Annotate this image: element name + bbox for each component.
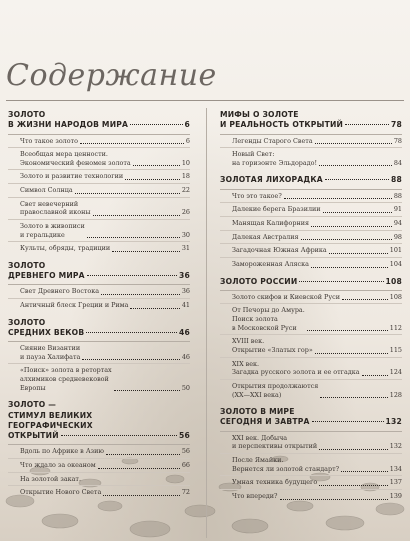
section-heading[interactable] <box>8 318 190 339</box>
dot-leader <box>114 390 180 391</box>
toc-entry-page-number: 124 <box>389 368 402 377</box>
dot-leader <box>130 308 179 309</box>
toc-entry-page-number: 134 <box>389 464 402 473</box>
section-heading-line: ГЕОГРАФИЧЕСКИХ <box>8 420 93 430</box>
toc-entry-page-number: 30 <box>181 230 190 239</box>
toc-entry-title: Что ждало за океаном <box>20 461 96 470</box>
toc-entry-title: Золото и развитие технологии <box>20 172 124 181</box>
section-heading-line: СРЕДНИХ ВЕКОВ <box>8 327 85 337</box>
toc-section <box>220 175 402 270</box>
section-heading[interactable] <box>8 110 190 131</box>
toc-right-column <box>220 106 402 509</box>
dot-leader <box>93 215 180 216</box>
toc-entry-title: Вдоль по Африке в Азию <box>20 447 104 456</box>
toc-entry[interactable] <box>8 473 190 487</box>
dot-leader <box>341 471 388 472</box>
dot-leader <box>133 165 180 166</box>
toc-entry[interactable] <box>8 135 190 149</box>
dot-leader <box>319 449 388 450</box>
toc-left-column <box>8 106 190 505</box>
toc-entry-title: Золото в живописи и геральдике <box>20 221 85 239</box>
section-heading-line: СЕГОДНЯ И ЗАВТРА <box>220 417 310 427</box>
toc-entry-title: Что такое золото <box>20 136 78 145</box>
section-heading-line: И РЕАЛЬНОСТЬ ОТКРЫТИЙ <box>220 120 344 130</box>
toc-entry-page-number: 10 <box>181 158 190 167</box>
toc-entry-page-number: 31 <box>181 244 190 253</box>
toc-section <box>220 110 402 169</box>
page-title: Содержание <box>6 58 217 93</box>
toc-entry-page-number: 56 <box>181 447 190 456</box>
toc-entry[interactable] <box>220 490 402 503</box>
toc-section <box>8 318 190 395</box>
toc-entry-title: Культы, обряды, традиции <box>20 244 111 253</box>
toc-entry[interactable] <box>220 148 402 169</box>
toc-entry-title: Свет Древнего Востока <box>20 287 100 296</box>
dot-leader <box>320 397 388 398</box>
dot-leader <box>311 267 388 268</box>
toc-entry[interactable] <box>220 231 402 245</box>
toc-entry[interactable] <box>8 170 190 184</box>
section-heading-line: ДРЕВНЕГО МИРА <box>8 271 85 281</box>
toc-entry-page-number: 6 <box>185 136 190 145</box>
toc-entry-page-number: 128 <box>389 390 402 399</box>
section-heading-line: СТИМУЛ ВЕЛИКИХ <box>8 410 93 420</box>
dot-leader <box>125 179 180 180</box>
toc-entry-title: Золото скифов и Киевской Руси <box>232 292 340 301</box>
dot-leader <box>329 253 388 254</box>
toc-entry[interactable] <box>220 190 402 204</box>
toc-entry-page-number: 46 <box>181 352 190 361</box>
dot-leader <box>87 237 180 238</box>
toc-entry[interactable] <box>220 203 402 217</box>
toc-entry[interactable] <box>8 198 190 220</box>
dot-leader <box>130 124 182 125</box>
dot-leader <box>112 251 180 252</box>
toc-entry-title: Свет невечерний православной иконы <box>20 199 91 217</box>
dot-leader <box>311 226 392 227</box>
toc-entry-title: Сияние Византии и пауза Халифата <box>20 344 81 361</box>
toc-entry-page-number: 22 <box>181 186 190 195</box>
toc-entry[interactable] <box>8 342 190 364</box>
toc-entry-page-number: 139 <box>389 491 402 500</box>
toc-entry[interactable] <box>220 304 402 335</box>
toc-entry[interactable] <box>8 299 190 312</box>
toc-entry-title: Умная техника будущего <box>232 478 318 487</box>
dot-leader <box>323 212 392 213</box>
dot-leader <box>345 124 389 125</box>
section-heading-line: ОТКРЫТИЙ <box>8 431 59 441</box>
dot-leader <box>98 468 180 469</box>
section-heading[interactable] <box>8 261 190 282</box>
toc-entry-title: На золотой закат. <box>20 474 81 483</box>
section-heading[interactable] <box>220 277 402 287</box>
toc-entry-title: «Поиск» золота в ретортах алхимиков средневековой Европы <box>20 366 112 392</box>
toc-entry-page-number: 101 <box>389 246 402 255</box>
section-heading-line: ЗОЛОТО РОССИИ <box>220 276 298 286</box>
toc-entry-title: Открытия продолжаются (XX—XXI века) <box>232 381 319 399</box>
toc-entry-title: Новый Свет: на горизонте Эльдорадо! <box>232 150 318 167</box>
section-page-number: 6 <box>184 120 190 130</box>
toc-entry[interactable] <box>220 217 402 231</box>
section-heading-line: ЗОЛОТО — <box>8 400 57 410</box>
section-page-number: 108 <box>385 276 402 286</box>
toc-entry-page-number: 26 <box>181 208 190 217</box>
toc-entry[interactable] <box>8 184 190 198</box>
toc-entry[interactable] <box>8 220 190 242</box>
toc-entry-title: Далекие берега Бразилии <box>232 205 321 214</box>
toc-entry-title: Символ Солнца <box>20 186 73 195</box>
section-heading[interactable] <box>220 110 402 131</box>
toc-entry-page-number: 84 <box>393 158 402 167</box>
toc-entry-title: От Печоры до Амура. Поиск золота в Московской Руси <box>232 306 305 332</box>
toc-entry-title: Что это такое? <box>232 191 282 200</box>
toc-section <box>8 110 190 255</box>
toc-section <box>220 407 402 502</box>
toc-section <box>8 261 190 312</box>
toc-entry-title: XVIII век. Открытие «Златых гор» <box>232 337 313 354</box>
dot-leader <box>61 435 177 436</box>
dot-leader <box>312 421 384 422</box>
toc-entry-page-number: 88 <box>393 191 402 200</box>
toc-section <box>220 277 402 402</box>
dot-leader <box>103 495 180 496</box>
section-page-number: 132 <box>385 417 402 427</box>
toc-entry[interactable] <box>220 291 402 305</box>
section-heading-line: ЗОЛОТО В МИРЕ <box>220 407 295 417</box>
dot-leader <box>86 332 177 333</box>
section-page-number: 46 <box>179 327 190 337</box>
section-heading-line: В ЖИЗНИ НАРОДОВ МИРА <box>8 120 129 130</box>
toc-entry-title: Античный блеск Греции и Рима <box>20 301 129 310</box>
dot-leader <box>106 454 180 455</box>
dot-leader <box>315 353 388 354</box>
toc-entry[interactable] <box>220 335 402 357</box>
dot-leader <box>319 485 388 486</box>
section-page-number: 36 <box>179 271 190 281</box>
toc-entry-page-number: 41 <box>181 301 190 310</box>
toc-entry-page-number: 112 <box>389 323 402 332</box>
dot-leader <box>342 299 388 300</box>
toc-entry[interactable] <box>220 476 402 490</box>
toc-entry-title: Всеобщая мера ценности. Экономический феномен золота <box>20 150 131 167</box>
toc-entry-page-number: 18 <box>181 172 190 181</box>
section-page-number: 78 <box>391 120 402 130</box>
toc-entry[interactable] <box>8 486 190 499</box>
toc-entry[interactable] <box>8 459 190 473</box>
toc-entry[interactable] <box>220 454 402 476</box>
toc-entry[interactable] <box>220 432 402 454</box>
dot-leader <box>280 499 388 500</box>
dot-leader <box>284 198 392 199</box>
toc-entry[interactable] <box>220 380 402 401</box>
toc-entry-title: Легенды Старого Света <box>232 136 313 145</box>
dot-leader <box>101 294 180 295</box>
toc-entry-title: XIX век. Загадка русского золота и ее отгадка <box>232 359 360 377</box>
toc-entry-title: XXI век. Добыча и перспективы открытий <box>232 433 318 451</box>
toc-entry[interactable] <box>8 148 190 170</box>
section-heading-line: ЗОЛОТО <box>8 260 46 270</box>
toc-entry[interactable] <box>8 285 190 299</box>
dot-leader <box>299 281 383 282</box>
section-heading-line: ЗОЛОТАЯ ЛИХОРАДКА <box>220 175 323 185</box>
toc-entry-title: Что впереди? <box>232 491 278 500</box>
toc-entry-page-number: 132 <box>389 442 402 451</box>
toc-entry-title: Загадочная Южная Африка <box>232 246 327 255</box>
section-page-number: 88 <box>391 175 402 185</box>
section-heading-line: ЗОЛОТО <box>8 317 46 327</box>
section-heading-line: МИФЫ О ЗОЛОТЕ <box>220 110 299 119</box>
column-divider <box>206 108 207 538</box>
toc-entry[interactable] <box>220 358 402 380</box>
toc-entry-page-number: 50 <box>181 383 190 392</box>
dot-leader <box>75 193 180 194</box>
toc-entry-page-number: 78 <box>393 136 402 145</box>
toc-entry-title: Открытие Нового Света <box>20 488 102 497</box>
dot-leader <box>82 359 180 360</box>
dot-leader <box>307 330 388 331</box>
toc-entry-page-number: 104 <box>389 259 402 268</box>
toc-section <box>8 400 190 499</box>
section-heading-line: ЗОЛОТО <box>8 110 46 119</box>
dot-leader <box>80 143 184 144</box>
toc-entry-page-number: 36 <box>181 287 190 296</box>
dot-leader <box>362 375 388 376</box>
title-rule <box>6 100 404 101</box>
toc-entry[interactable] <box>8 242 190 255</box>
toc-entry[interactable] <box>220 258 402 271</box>
section-heading[interactable] <box>220 175 402 185</box>
toc-entry-page-number: 98 <box>393 232 402 241</box>
toc-entry[interactable] <box>8 364 190 394</box>
toc-entry-title: Замороженная Аляска <box>232 259 309 268</box>
toc-entry-page-number: 91 <box>393 205 402 214</box>
toc-entry-title: После Ямайки. Вернется ли золотой стандарт? <box>232 455 340 473</box>
toc-entry-page-number: 115 <box>389 345 402 354</box>
section-heading[interactable] <box>8 400 190 441</box>
section-page-number: 56 <box>179 431 190 441</box>
toc-entry-title: Далекая Австралия <box>232 232 299 241</box>
toc-entry-title: Манящая Калифорния <box>232 218 310 227</box>
dot-leader <box>315 143 392 144</box>
toc-entry-page-number: 66 <box>181 461 190 470</box>
dot-leader <box>319 165 392 166</box>
toc-entry-page-number: 137 <box>389 478 402 487</box>
toc-entry[interactable] <box>220 244 402 258</box>
toc-entry-page-number: 94 <box>393 218 402 227</box>
toc-entry[interactable] <box>8 445 190 459</box>
toc-entry-page-number: 72 <box>181 488 190 497</box>
toc-entry[interactable] <box>220 135 402 149</box>
section-heading[interactable] <box>220 407 402 428</box>
toc-entry-page-number: 108 <box>389 292 402 301</box>
dot-leader <box>87 275 177 276</box>
dot-leader <box>301 239 392 240</box>
dot-leader <box>325 179 389 180</box>
